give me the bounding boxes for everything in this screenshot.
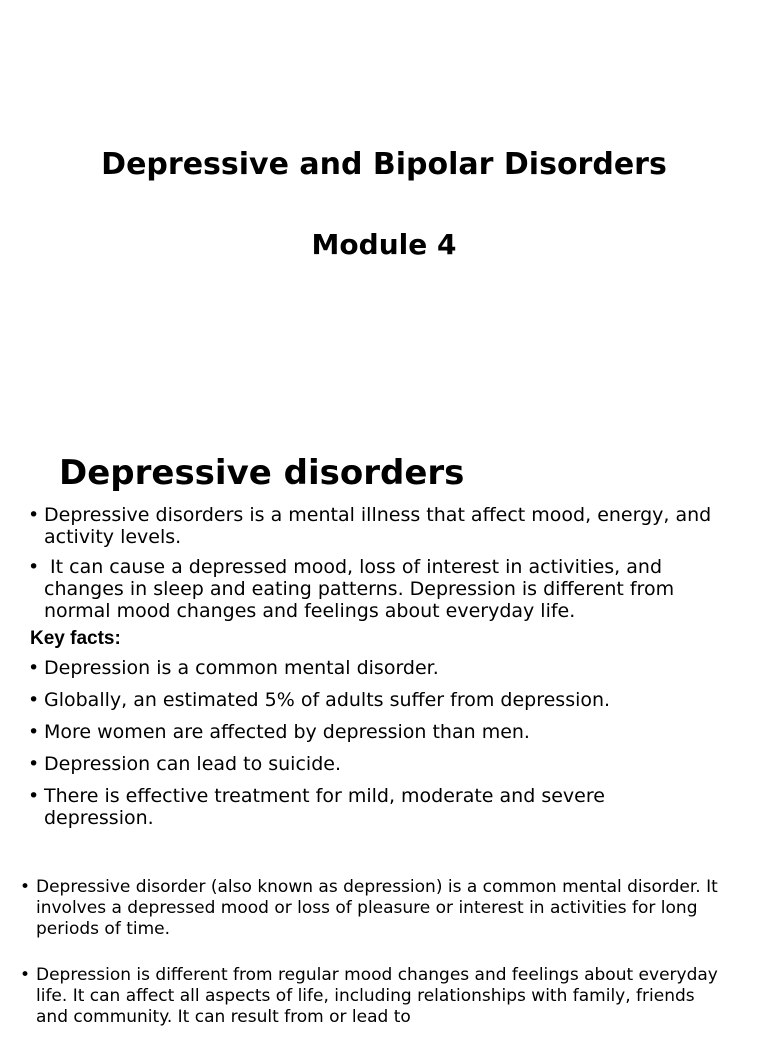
list-item	[28, 721, 718, 743]
bullet-icon: •	[20, 965, 31, 985]
bullet-icon: •	[28, 721, 40, 743]
detail-bullet-list	[20, 877, 720, 1053]
bullet-text: Depression is a common mental disorder.	[44, 657, 439, 679]
bullet-icon: •	[28, 689, 40, 711]
bullet-icon: •	[20, 877, 31, 897]
bullet-icon: •	[28, 657, 40, 679]
bullet-text: More women are affected by depression than men.	[44, 721, 530, 743]
bullet-icon: •	[28, 753, 40, 775]
list-item	[28, 657, 718, 679]
bullet-text: Depressive disorders is a mental illness that affect mood, energy, and activity levels.	[44, 504, 712, 548]
bullet-icon: •	[28, 504, 40, 526]
list-item	[28, 556, 718, 622]
bullet-text: Depression is different from regular mood changes and feelings about everyday life. It can affect all aspects of life, including relationships with family, friends and community. It can result from or lead to	[36, 965, 718, 1027]
list-item	[28, 753, 718, 775]
bullet-text: Globally, an estimated 5% of adults suffer from depression.	[44, 689, 611, 711]
bullet-text: There is effective treatment for mild, moderate and severe depression.	[44, 785, 605, 829]
bullet-icon: •	[28, 556, 40, 578]
list-item	[28, 689, 718, 711]
slide-subtitle: Module 4	[311, 228, 457, 261]
key-facts-list	[28, 657, 718, 839]
slide-title: Depressive and Bipolar Disorders	[101, 147, 667, 182]
bullet-icon: •	[28, 785, 40, 807]
section-heading: Depressive disorders	[59, 453, 465, 493]
list-item	[28, 504, 718, 548]
list-item	[20, 877, 720, 940]
intro-bullet-list	[28, 504, 718, 630]
key-facts-label: Key facts:	[30, 628, 121, 649]
bullet-text: Depressive disorder (also known as depression) is a common mental disorder. It involves a depressed mood or loss of pleasure or interest in activities for long periods of time.	[36, 877, 718, 939]
bullet-text: Depression can lead to suicide.	[44, 753, 341, 775]
list-item	[28, 785, 718, 829]
bullet-text: It can cause a depressed mood, loss of interest in activities, and changes in sleep and eating patterns. Depression is different from normal mood changes and feelings about everyday life.	[44, 556, 681, 622]
list-item	[20, 965, 720, 1028]
